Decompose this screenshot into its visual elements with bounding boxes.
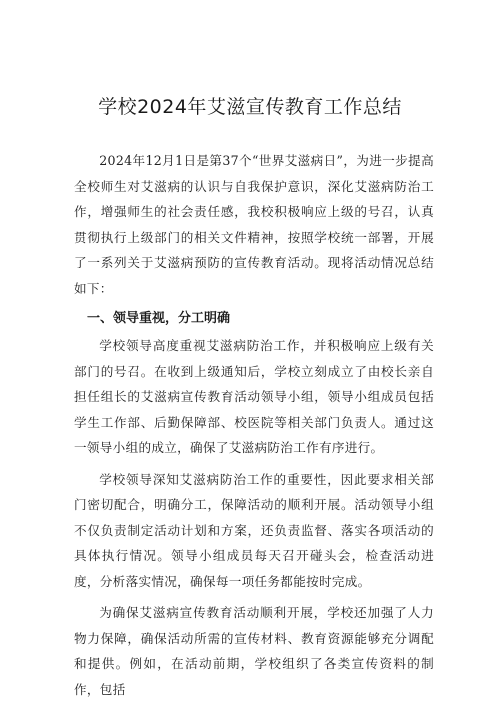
section-paragraph-3: 为确保艾滋病宣传教育活动顺利开展，学校还加强了人力物力保障，确保活动所需的宣传材料、教育资源能够充分调配和提供。例如，在活动前期，学校组织了各类宣传资料的制作，包括 [74,605,434,697]
intro-paragraph: 2024年12月1日是第37个“世界艾滋病日”，为进一步提高全校师生对艾滋病的认识与自我保护意识，深化艾滋病防治工作，增强师生的社会责任感，我校积极响应上级的号召，认真贯彻执行上级部门的相关文件精神，按照学校统一部署，开展了一系列关于艾滋病预防的宣传教育活动。现将活动情况总结如下： [74,153,434,296]
section-paragraph-2: 学校领导深知艾滋病防治工作的重要性，因此要求相关部门密切配合，明确分工，保障活动的顺利开展。活动领导小组不仅负责制定活动计划和方案，还负责监督、落实各项活动的具体执行情况。领导小组成员每天召开碰头会，检查活动进度，分析落实情况，确保每一项任务都能按时完成。 [74,471,434,589]
document-body [74,148,434,708]
section-heading: 一、领导重视，分工明确 [87,311,231,326]
section-paragraph-1: 学校领导高度重视艾滋病防治工作，并积极响应上级有关部门的号召。在收到上级通知后，学校立刻成立了由校长亲自担任组长的艾滋病宣传教育活动领导小组，领导小组成员包括学生工作部、后勤保障部、校医院等相关部门负责人。通过这一领导小组的成立，确保了艾滋病防治工作有序进行。 [74,338,434,455]
document-title: 学校2024年艾滋宣传教育工作总结 [98,96,402,118]
